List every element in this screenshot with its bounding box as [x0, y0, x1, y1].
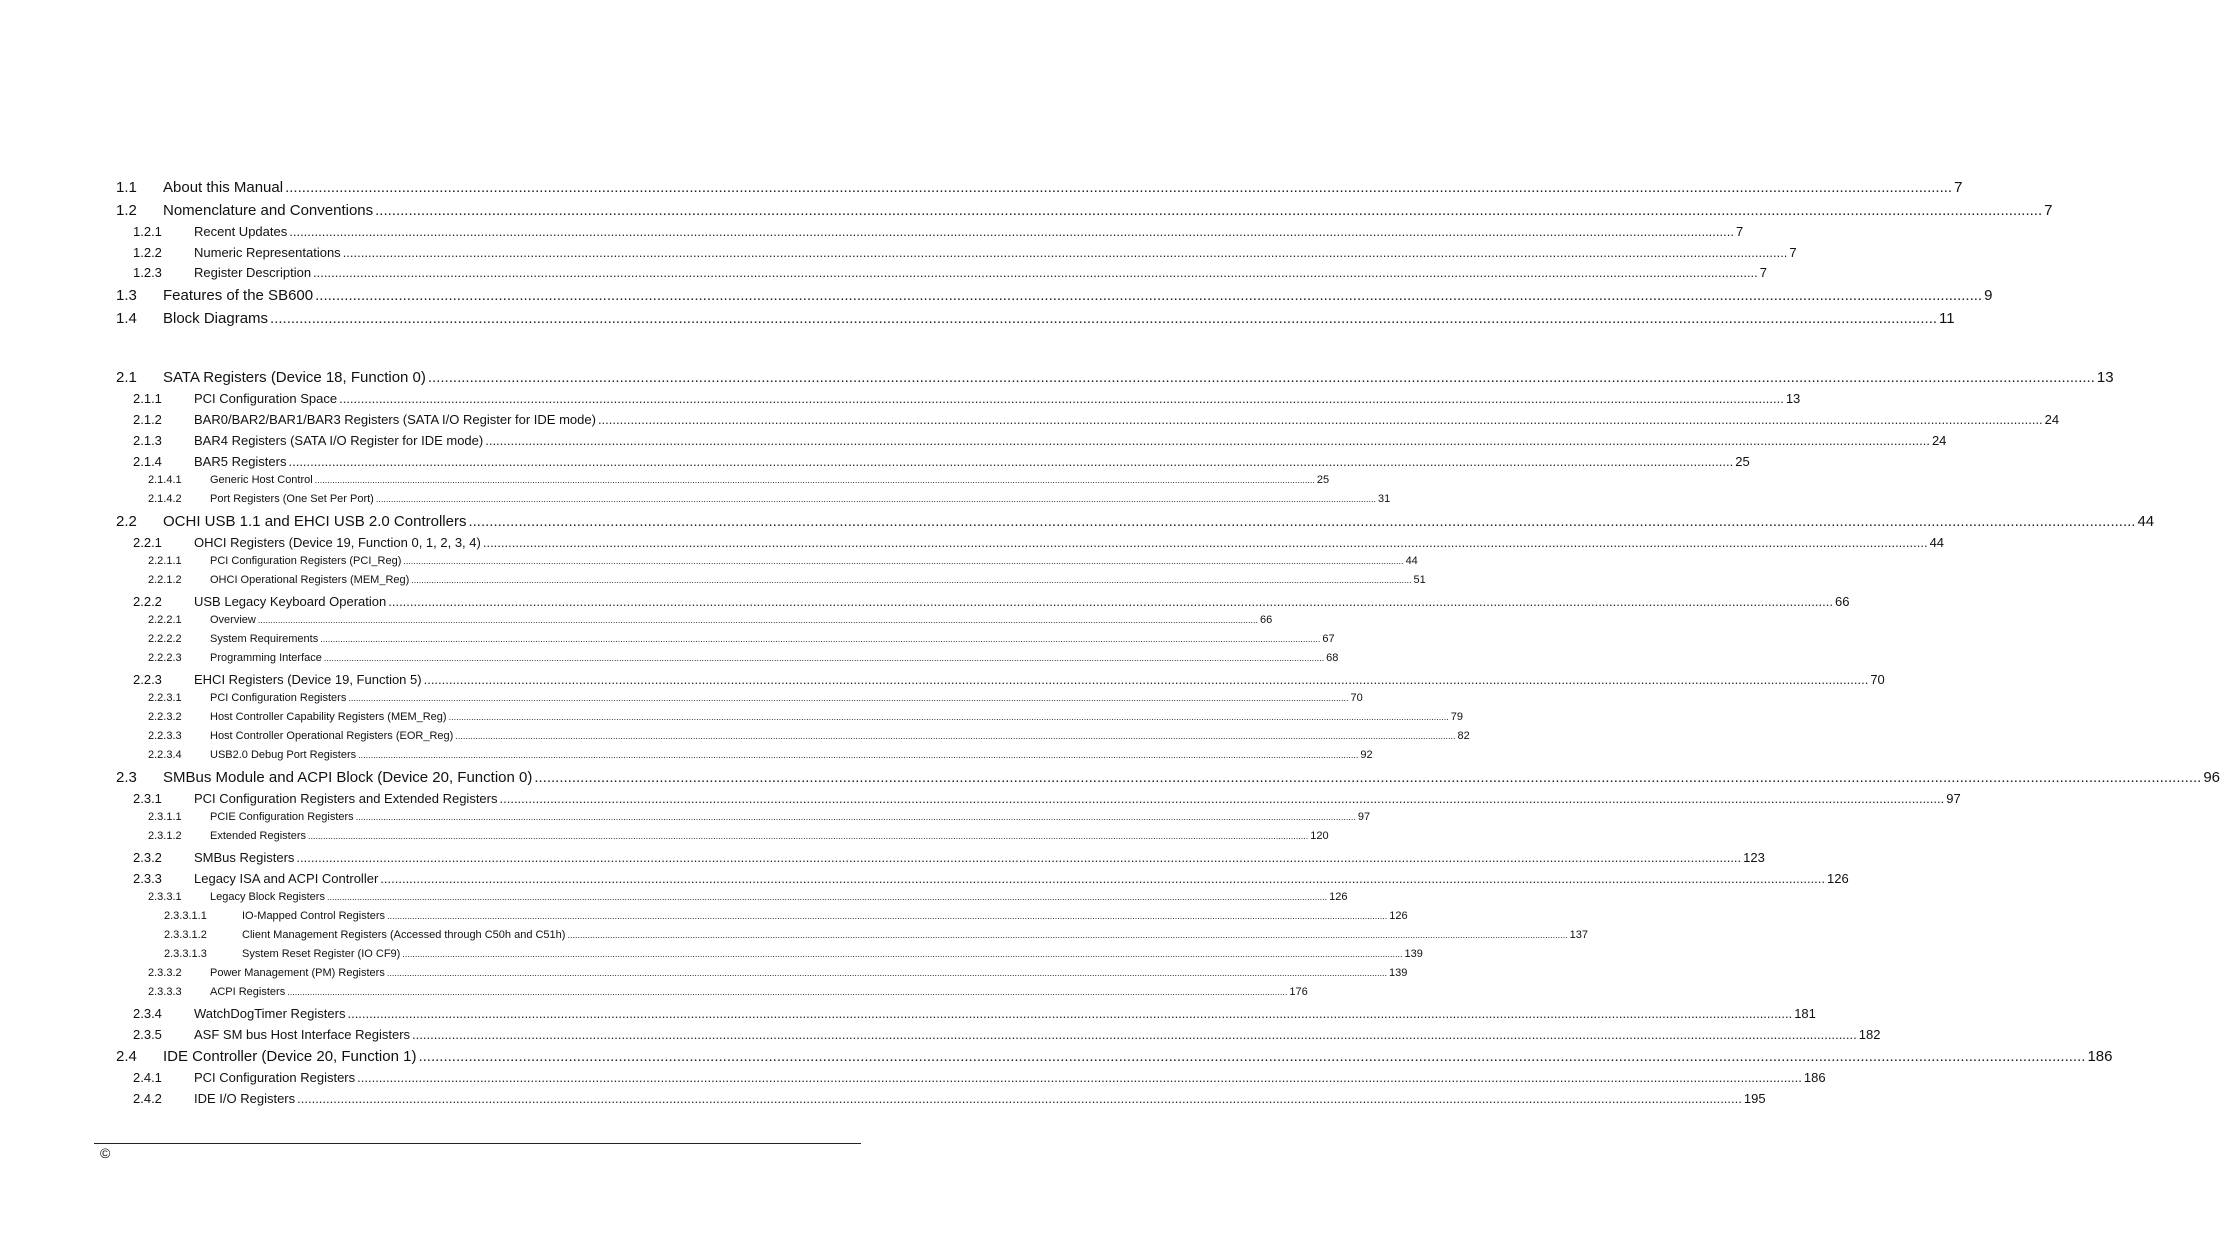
toc-page: 123 — [1743, 850, 1765, 865]
toc-entry[interactable] — [0, 769, 2220, 786]
toc-number: 2.3.3.1.3 — [164, 948, 207, 960]
toc-leader: ................................................................................................................................................................................................................................................................................................................................................................................................................ — [375, 202, 2043, 219]
toc-number: 2.3.3.1.1 — [164, 910, 207, 922]
toc-title: BAR4 Registers (SATA I/O Register for IDE mode) — [194, 433, 484, 448]
toc-leader: ................................................................................................................................................................................................................................................................................................................................................................................................................ — [567, 930, 1568, 940]
toc-title: Host Controller Operational Registers (EOR_Reg) — [210, 730, 454, 742]
toc-title: OHCI Operational Registers (MEM_Reg) — [210, 574, 410, 586]
toc-number: 2.3.3.1 — [148, 891, 182, 903]
toc-page: 126 — [1827, 871, 1849, 886]
toc-title: Legacy ISA and ACPI Controller — [194, 871, 379, 886]
toc-number: 1.2 — [116, 202, 137, 219]
toc-number: 2.2.2.3 — [148, 652, 182, 664]
toc-number: 2.2.2.2 — [148, 633, 182, 645]
toc-title: OCHI USB 1.1 and EHCI USB 2.0 Controllers — [163, 513, 467, 530]
toc-leader: ................................................................................................................................................................................................................................................................................................................................................................................................................ — [403, 556, 1404, 566]
toc-title: Generic Host Control — [210, 474, 313, 486]
toc-number: 2.3.1.1 — [148, 811, 182, 823]
toc-page: 13 — [2096, 369, 2114, 386]
toc-entry[interactable] — [0, 749, 1373, 761]
toc-leader: ................................................................................................................................................................................................................................................................................................................................................................................................................ — [411, 575, 1412, 585]
toc-page: 70 — [1870, 672, 1885, 687]
toc-entry[interactable] — [0, 986, 1308, 998]
toc-title: About this Manual — [163, 179, 284, 196]
toc-page: 181 — [1794, 1006, 1816, 1021]
toc-number: 1.1 — [116, 179, 137, 196]
toc-leader: ................................................................................................................................................................................................................................................................................................................................................................................................................ — [387, 911, 1388, 921]
toc-page: 24 — [1931, 433, 1947, 448]
toc-entry[interactable] — [0, 871, 1849, 886]
toc-leader: ................................................................................................................................................................................................................................................................................................................................................................................................................ — [320, 634, 1321, 644]
toc-page: 97 — [1357, 811, 1371, 823]
toc-page: 7 — [2044, 202, 2053, 219]
toc-entry[interactable] — [0, 1027, 1881, 1042]
toc-entry[interactable] — [0, 202, 2053, 219]
toc-entry[interactable] — [0, 535, 1945, 550]
toc-page: 139 — [1404, 948, 1423, 960]
toc-number: 2.4.1 — [133, 1070, 162, 1085]
toc-entry[interactable] — [0, 594, 1850, 609]
toc-entry[interactable] — [0, 614, 1273, 626]
toc-leader: ................................................................................................................................................................................................................................................................................................................................................................................................................ — [388, 594, 1833, 609]
toc-leader: ................................................................................................................................................................................................................................................................................................................................................................................................................ — [285, 179, 1953, 196]
toc-entry[interactable] — [0, 811, 1371, 823]
toc-title: Host Controller Capability Registers (MEM_Reg) — [210, 711, 447, 723]
toc-leader: ................................................................................................................................................................................................................................................................................................................................................................................................................ — [348, 693, 1349, 703]
toc-title: PCIE Configuration Registers — [210, 811, 354, 823]
toc-number: 1.4 — [116, 310, 137, 327]
toc-number: 2.4 — [116, 1048, 137, 1065]
toc-number: 2.2.1.1 — [148, 555, 182, 567]
copyright-symbol: © — [100, 1145, 111, 1161]
toc-page: 82 — [1457, 730, 1470, 742]
toc-leader: ................................................................................................................................................................................................................................................................................................................................................................................................................ — [418, 1048, 2086, 1065]
toc-page: 25 — [1316, 474, 1330, 486]
toc-page: 31 — [1378, 493, 1391, 505]
toc-leader: ................................................................................................................................................................................................................................................................................................................................................................................................................ — [347, 1006, 1793, 1021]
toc-entry[interactable] — [0, 369, 2114, 386]
toc-page: 44 — [2137, 513, 2155, 530]
toc-page: 126 — [1389, 910, 1408, 922]
toc-page: 66 — [1834, 594, 1850, 609]
toc-entry[interactable] — [0, 652, 1339, 664]
toc-title: SATA Registers (Device 18, Function 0) — [163, 369, 426, 386]
toc-title: SMBus Registers — [194, 850, 295, 865]
toc-number: 2.3.3.2 — [148, 967, 182, 979]
toc-title: Recent Updates — [194, 224, 288, 239]
toc-entry[interactable] — [0, 391, 1801, 406]
toc-title: ASF SM bus Host Interface Registers — [194, 1027, 411, 1042]
toc-leader: ................................................................................................................................................................................................................................................................................................................................................................................................................ — [468, 513, 2136, 530]
toc-page: 92 — [1360, 749, 1373, 761]
toc-page: 79 — [1450, 711, 1464, 723]
toc-entry[interactable] — [0, 454, 1750, 469]
toc-number: 2.2.3 — [133, 672, 162, 687]
toc-page: 186 — [1803, 1070, 1826, 1085]
toc-leader: ................................................................................................................................................................................................................................................................................................................................................................................................................ — [534, 769, 2202, 786]
toc-title: Register Description — [194, 265, 312, 280]
toc-page: 96 — [2203, 769, 2220, 786]
toc-number: 2.2.3.3 — [148, 730, 182, 742]
toc-entry[interactable] — [0, 633, 1335, 645]
toc-number: 1.2.3 — [133, 265, 162, 280]
toc-entry[interactable] — [0, 412, 2060, 427]
toc-number: 2.2.1 — [133, 535, 162, 550]
toc-number: 2.1.4 — [133, 454, 162, 469]
toc-number: 1.2.2 — [133, 245, 162, 260]
toc-page: 7 — [1735, 224, 1744, 239]
toc-leader: ................................................................................................................................................................................................................................................................................................................................................................................................................ — [358, 750, 1359, 760]
toc-entry[interactable] — [0, 929, 1589, 941]
toc-entry[interactable] — [0, 850, 1765, 865]
toc-title: USB2.0 Debug Port Registers — [210, 749, 357, 761]
toc-entry[interactable] — [0, 948, 1423, 960]
toc-leader: ................................................................................................................................................................................................................................................................................................................................................................................................................ — [313, 265, 1758, 280]
toc-leader: ................................................................................................................................................................................................................................................................................................................................................................................................................ — [270, 310, 1938, 327]
toc-entry[interactable] — [0, 474, 1330, 486]
toc-page: 176 — [1289, 986, 1308, 998]
toc-number: 2.3.1.2 — [148, 830, 182, 842]
toc-leader: ................................................................................................................................................................................................................................................................................................................................................................................................................ — [448, 712, 1449, 722]
toc-leader: ................................................................................................................................................................................................................................................................................................................................................................................................................ — [357, 1070, 1802, 1085]
toc-entry[interactable] — [0, 672, 1885, 687]
toc-entry[interactable] — [0, 555, 1418, 567]
toc-entry[interactable] — [0, 692, 1363, 704]
toc-title: Overview — [210, 614, 256, 626]
toc-page: 7 — [1759, 265, 1768, 280]
toc-page: 68 — [1326, 652, 1339, 664]
toc-leader: ................................................................................................................................................................................................................................................................................................................................................................................................................ — [485, 433, 1930, 448]
toc-leader: ................................................................................................................................................................................................................................................................................................................................................................................................................ — [257, 615, 1259, 625]
toc-title: USB Legacy Keyboard Operation — [194, 594, 387, 609]
toc-title: BAR5 Registers — [194, 454, 287, 469]
toc-title: PCI Configuration Registers — [194, 1070, 356, 1085]
toc-page: 9 — [1984, 287, 1993, 304]
toc-title: EHCI Registers (Device 19, Function 5) — [194, 672, 422, 687]
toc-title: Port Registers (One Set Per Port) — [210, 493, 374, 505]
toc-page: 97 — [1946, 791, 1961, 806]
toc-entry[interactable] — [0, 224, 1744, 239]
toc-page: 51 — [1413, 574, 1426, 586]
toc-entry[interactable] — [0, 791, 1961, 806]
toc-title: PCI Configuration Registers (PCI_Reg) — [210, 555, 402, 567]
toc-leader: ................................................................................................................................................................................................................................................................................................................................................................................................................ — [597, 412, 2043, 427]
toc-number: 2.3.4 — [133, 1006, 162, 1021]
toc-title: WatchDogTimer Registers — [194, 1006, 346, 1021]
toc-title: ACPI Registers — [210, 986, 286, 998]
toc-entry[interactable] — [0, 513, 2155, 530]
toc-entry[interactable] — [0, 433, 1947, 448]
toc-page: 67 — [1322, 633, 1335, 645]
toc-entry[interactable] — [0, 287, 1993, 304]
toc-number: 2.1.4.1 — [148, 474, 182, 486]
toc-number: 2.2.2 — [133, 594, 162, 609]
toc-page: 182 — [1858, 1027, 1881, 1042]
toc-number: 2.1.4.2 — [148, 493, 182, 505]
toc-entry[interactable] — [0, 1006, 1816, 1021]
toc-number: 2.2.2.1 — [148, 614, 182, 626]
toc-page: 139 — [1389, 967, 1408, 979]
toc-leader: ................................................................................................................................................................................................................................................................................................................................................................................................................ — [402, 949, 1403, 959]
toc-entry[interactable] — [0, 574, 1426, 586]
toc-number: 2.1.3 — [133, 433, 162, 448]
toc-title: Legacy Block Registers — [210, 891, 325, 903]
toc-number: 1.3 — [116, 287, 137, 304]
toc-number: 1.2.1 — [133, 224, 162, 239]
toc-entry[interactable] — [0, 910, 1408, 922]
toc-page: 137 — [1569, 929, 1589, 941]
toc-leader: ................................................................................................................................................................................................................................................................................................................................................................................................................ — [386, 968, 1388, 978]
toc-number: 2.2 — [116, 513, 137, 530]
toc-entry[interactable] — [0, 830, 1329, 842]
toc-page: 7 — [1789, 245, 1797, 260]
toc-page: 7 — [1954, 179, 1963, 196]
toc-entry[interactable] — [0, 179, 1963, 196]
toc-title: Nomenclature and Conventions — [163, 202, 374, 219]
toc-page: 13 — [1785, 391, 1801, 406]
toc-number: 2.3.2 — [133, 850, 162, 865]
toc-title: Features of the SB600 — [163, 287, 314, 304]
toc-number: 2.3.1 — [133, 791, 162, 806]
toc-leader: ................................................................................................................................................................................................................................................................................................................................................................................................................ — [423, 672, 1869, 687]
toc-number: 2.3.3 — [133, 871, 162, 886]
toc-title: PCI Configuration Registers and Extended Registers — [194, 791, 498, 806]
toc-page: 25 — [1735, 454, 1750, 469]
toc-number: 2.1.2 — [133, 412, 162, 427]
toc-leader: ................................................................................................................................................................................................................................................................................................................................................................................................................ — [315, 287, 1983, 304]
toc-page: 44 — [1929, 535, 1945, 550]
toc-title: Client Management Registers (Accessed through C50h and C51h) — [242, 929, 566, 941]
footer-divider — [94, 1143, 861, 1144]
toc-leader: ................................................................................................................................................................................................................................................................................................................................................................................................................ — [296, 850, 1742, 865]
toc-page: 126 — [1329, 891, 1348, 903]
toc-number: 2.1.1 — [133, 391, 162, 406]
toc-title: OHCI Registers (Device 19, Function 0, 1, 2, 3, 4) — [194, 535, 481, 550]
toc-number: 2.2.3.2 — [148, 711, 182, 723]
toc-number: 2.3 — [116, 769, 137, 786]
toc-title: Extended Registers — [210, 830, 306, 842]
toc-page: 70 — [1350, 692, 1363, 704]
toc-page: 195 — [1743, 1091, 1766, 1106]
toc-number: 2.3.3.1.2 — [164, 929, 207, 941]
toc-number: 2.2.3.1 — [148, 692, 182, 704]
toc-entry[interactable] — [0, 310, 1955, 327]
toc-title: PCI Configuration Space — [194, 391, 338, 406]
toc-leader: ................................................................................................................................................................................................................................................................................................................................................................................................................ — [323, 653, 1325, 663]
toc-title: Numeric Representations — [194, 245, 341, 260]
toc-leader: ................................................................................................................................................................................................................................................................................................................................................................................................................ — [288, 454, 1734, 469]
toc-title: IO-Mapped Control Registers — [242, 910, 386, 922]
toc-title: IDE I/O Registers — [194, 1091, 296, 1106]
toc-entry[interactable] — [0, 891, 1348, 903]
toc-entry[interactable] — [0, 1070, 1826, 1085]
toc-entry[interactable] — [0, 245, 1797, 260]
toc-number: 2.2.1.2 — [148, 574, 182, 586]
toc-title: Block Diagrams — [163, 310, 269, 327]
toc-number: 2.1 — [116, 369, 137, 386]
toc-entry[interactable] — [0, 730, 1470, 742]
toc-title: SMBus Module and ACPI Block (Device 20, Function 0) — [163, 769, 533, 786]
toc-title: IDE Controller (Device 20, Function 1) — [163, 1048, 417, 1065]
toc-title: Power Management (PM) Registers — [210, 967, 385, 979]
toc-number: 2.4.2 — [133, 1091, 162, 1106]
toc-leader: ................................................................................................................................................................................................................................................................................................................................................................................................................ — [339, 391, 1784, 406]
toc-number: 2.3.5 — [133, 1027, 162, 1042]
toc-leader: ................................................................................................................................................................................................................................................................................................................................................................................................................ — [297, 1091, 1742, 1106]
toc-title: System Requirements — [210, 633, 319, 645]
toc-leader: ................................................................................................................................................................................................................................................................................................................................................................................................................ — [308, 831, 1309, 841]
toc-page: 120 — [1310, 830, 1329, 842]
toc-number: 2.2.3.4 — [148, 749, 182, 761]
toc-entry[interactable] — [0, 967, 1408, 979]
toc-leader: ................................................................................................................................................................................................................................................................................................................................................................................................................ — [355, 812, 1356, 822]
toc-title: System Reset Register (IO CF9) — [242, 948, 401, 960]
toc-leader: ................................................................................................................................................................................................................................................................................................................................................................................................................ — [482, 535, 1928, 550]
toc-leader: ................................................................................................................................................................................................................................................................................................................................................................................................................ — [314, 475, 1315, 485]
toc-entry[interactable] — [0, 1048, 2113, 1065]
toc-page: 186 — [2087, 1048, 2113, 1065]
toc-entry[interactable] — [0, 265, 1768, 280]
toc-entry[interactable] — [0, 1091, 1766, 1106]
toc-entry[interactable] — [0, 711, 1464, 723]
toc-leader: ................................................................................................................................................................................................................................................................................................................................................................................................................ — [380, 871, 1826, 886]
toc-leader: ................................................................................................................................................................................................................................................................................................................................................................................................................ — [412, 1027, 1857, 1042]
toc-entry[interactable] — [0, 493, 1391, 505]
toc-leader: ................................................................................................................................................................................................................................................................................................................................................................................................................ — [455, 731, 1456, 741]
toc-leader: ................................................................................................................................................................................................................................................................................................................................................................................................................ — [342, 245, 1788, 260]
toc-leader: ................................................................................................................................................................................................................................................................................................................................................................................................................ — [375, 494, 1377, 504]
toc-title: BAR0/BAR2/BAR1/BAR3 Registers (SATA I/O Register for IDE mode) — [194, 412, 596, 427]
toc-title: PCI Configuration Registers — [210, 692, 347, 704]
toc-leader: ................................................................................................................................................................................................................................................................................................................................................................................................................ — [326, 892, 1328, 902]
toc-page: 24 — [2044, 412, 2060, 427]
toc-leader: ................................................................................................................................................................................................................................................................................................................................................................................................................ — [427, 369, 2095, 386]
toc-leader: ................................................................................................................................................................................................................................................................................................................................................................................................................ — [287, 987, 1288, 997]
toc-leader: ................................................................................................................................................................................................................................................................................................................................................................................................................ — [499, 791, 1945, 806]
toc-page: 44 — [1405, 555, 1418, 567]
toc-page: 11 — [1939, 310, 1955, 327]
toc-number: 2.3.3.3 — [148, 986, 182, 998]
toc-leader: ................................................................................................................................................................................................................................................................................................................................................................................................................ — [289, 224, 1734, 239]
toc-page: 66 — [1260, 614, 1273, 626]
toc-title: Programming Interface — [210, 652, 322, 664]
